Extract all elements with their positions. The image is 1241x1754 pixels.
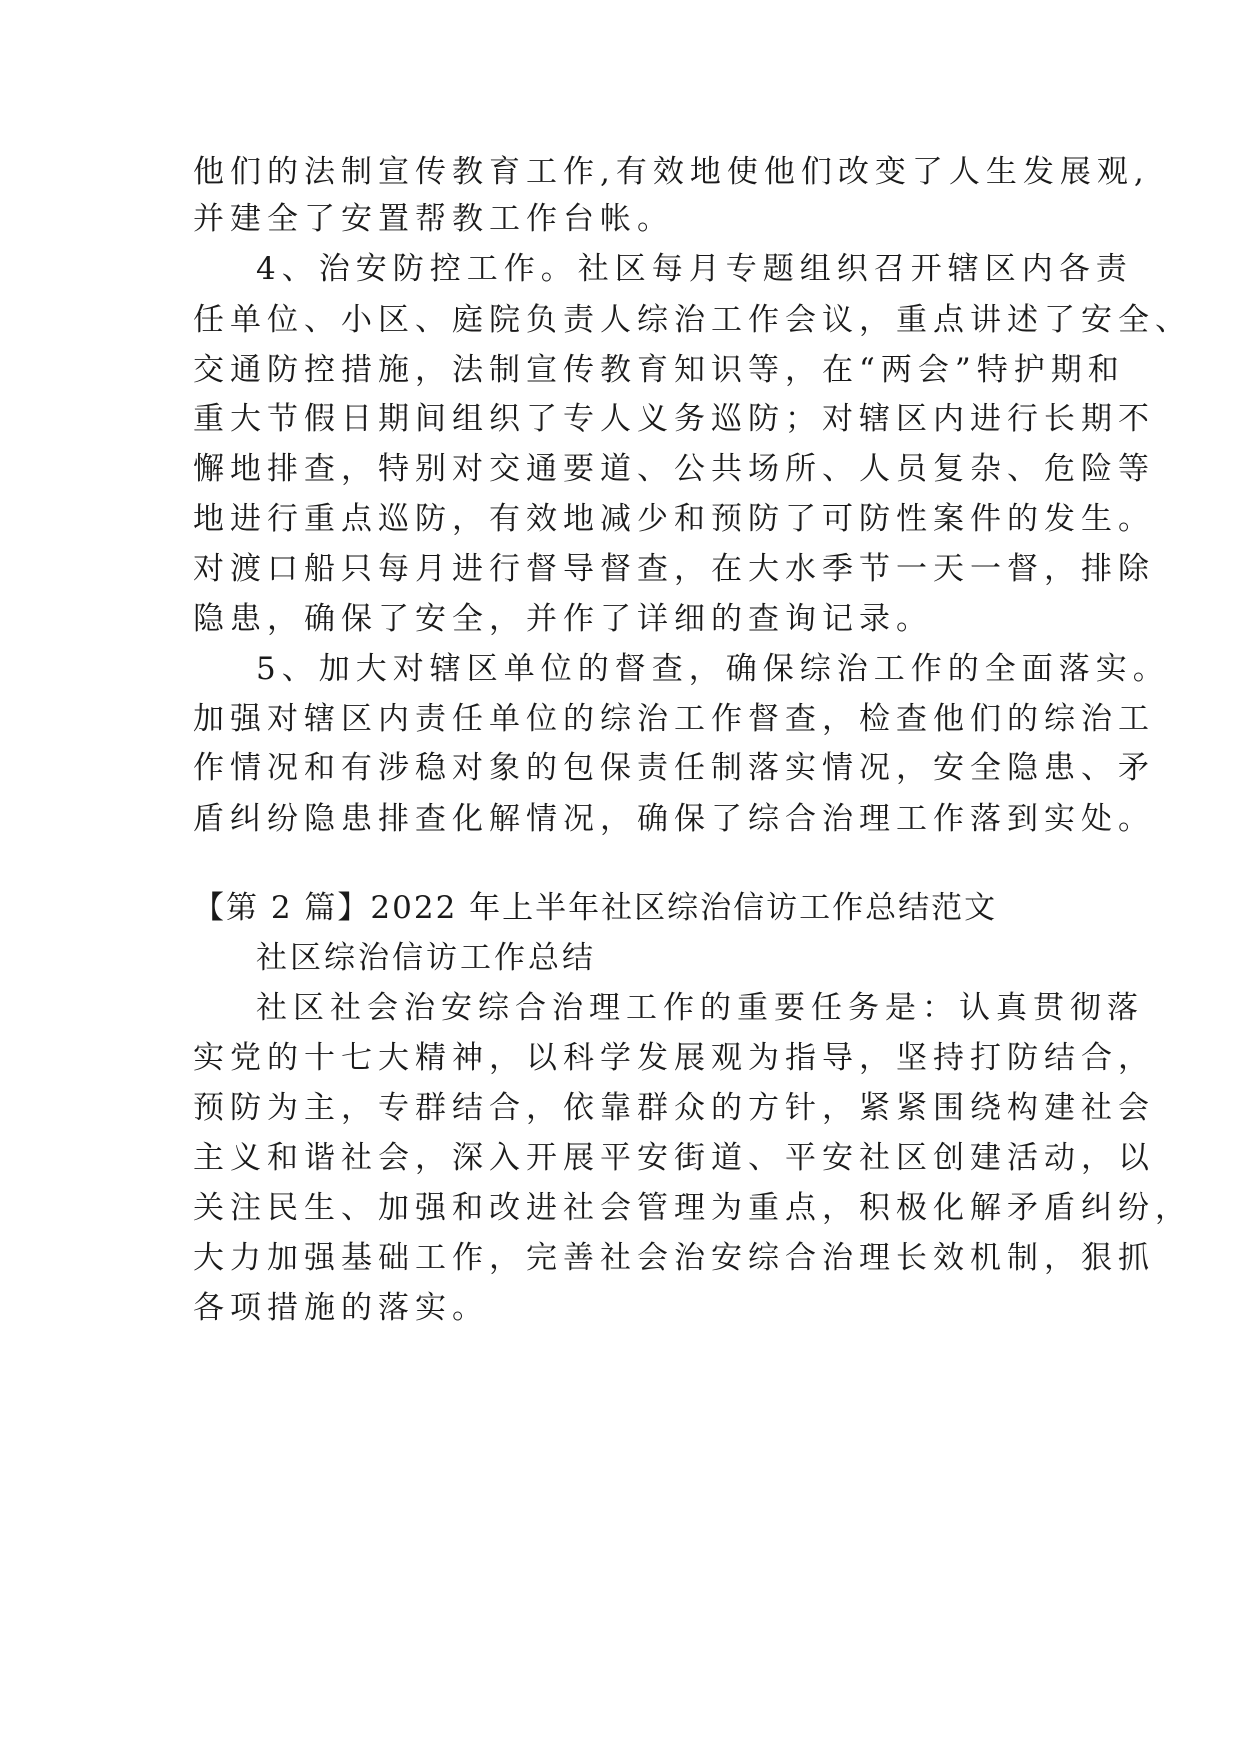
paragraph-line: 盾纠纷隐患排查化解情况，确保了综合治理工作落到实处。 <box>193 801 1155 837</box>
paragraph-line: 主义和谐社会，深入开展平安街道、平安社区创建活动，以 <box>193 1140 1155 1176</box>
paragraph-line: 4、治安防控工作。社区每月专题组织召开辖区内各责 <box>256 251 1133 287</box>
paragraph-line: 社区社会治安综合治理工作的重要任务是：认真贯彻落 <box>256 990 1144 1026</box>
paragraph-line: 任单位、小区、庭院负责人综治工作会议，重点讲述了安全、 <box>193 302 1192 338</box>
paragraph-line: 并建全了安置帮教工作台帐。 <box>193 201 674 237</box>
paragraph-line: 重大节假日期间组织了专人义务巡防；对辖区内进行长期不 <box>193 401 1155 437</box>
paragraph-line: 交通防控措施，法制宣传教育知识等，在“两会”特护期和 <box>193 352 1125 388</box>
paragraph-line: 隐患，确保了安全，并作了详细的查询记录。 <box>193 601 933 637</box>
paragraph-line: 他们的法制宣传教育工作,有效地使他们改变了人生发展观, <box>193 154 1150 190</box>
paragraph-line: 懈地排查，特别对交通要道、公共场所、人员复杂、危险等 <box>193 451 1155 487</box>
paragraph-line: 关注民生、加强和改进社会管理为重点，积极化解矛盾纠纷， <box>193 1190 1192 1226</box>
section-title: 【第 2 篇】2022 年上半年社区综治信访工作总结范文 <box>193 890 998 926</box>
paragraph-line: 各项措施的落实。 <box>193 1290 489 1326</box>
section-subtitle: 社区综治信访工作总结 <box>256 940 596 976</box>
paragraph-line: 作情况和有涉稳对象的包保责任制落实情况，安全隐患、矛 <box>193 750 1155 786</box>
paragraph-line: 预防为主，专群结合，依靠群众的方针，紧紧围绕构建社会 <box>193 1090 1155 1126</box>
paragraph-line: 地进行重点巡防，有效地减少和预防了可防性案件的发生。 <box>193 501 1155 537</box>
paragraph-line: 加强对辖区内责任单位的综治工作督查，检查他们的综治工 <box>193 701 1155 737</box>
paragraph-line: 大力加强基础工作，完善社会治安综合治理长效机制，狠抓 <box>193 1240 1155 1276</box>
paragraph-line: 5、加大对辖区单位的督查，确保综治工作的全面落实。 <box>256 651 1170 687</box>
paragraph-line: 实党的十七大精神，以科学发展观为指导，坚持打防结合， <box>193 1040 1155 1076</box>
paragraph-line: 对渡口船只每月进行督导督查，在大水季节一天一督，排除 <box>193 551 1155 587</box>
